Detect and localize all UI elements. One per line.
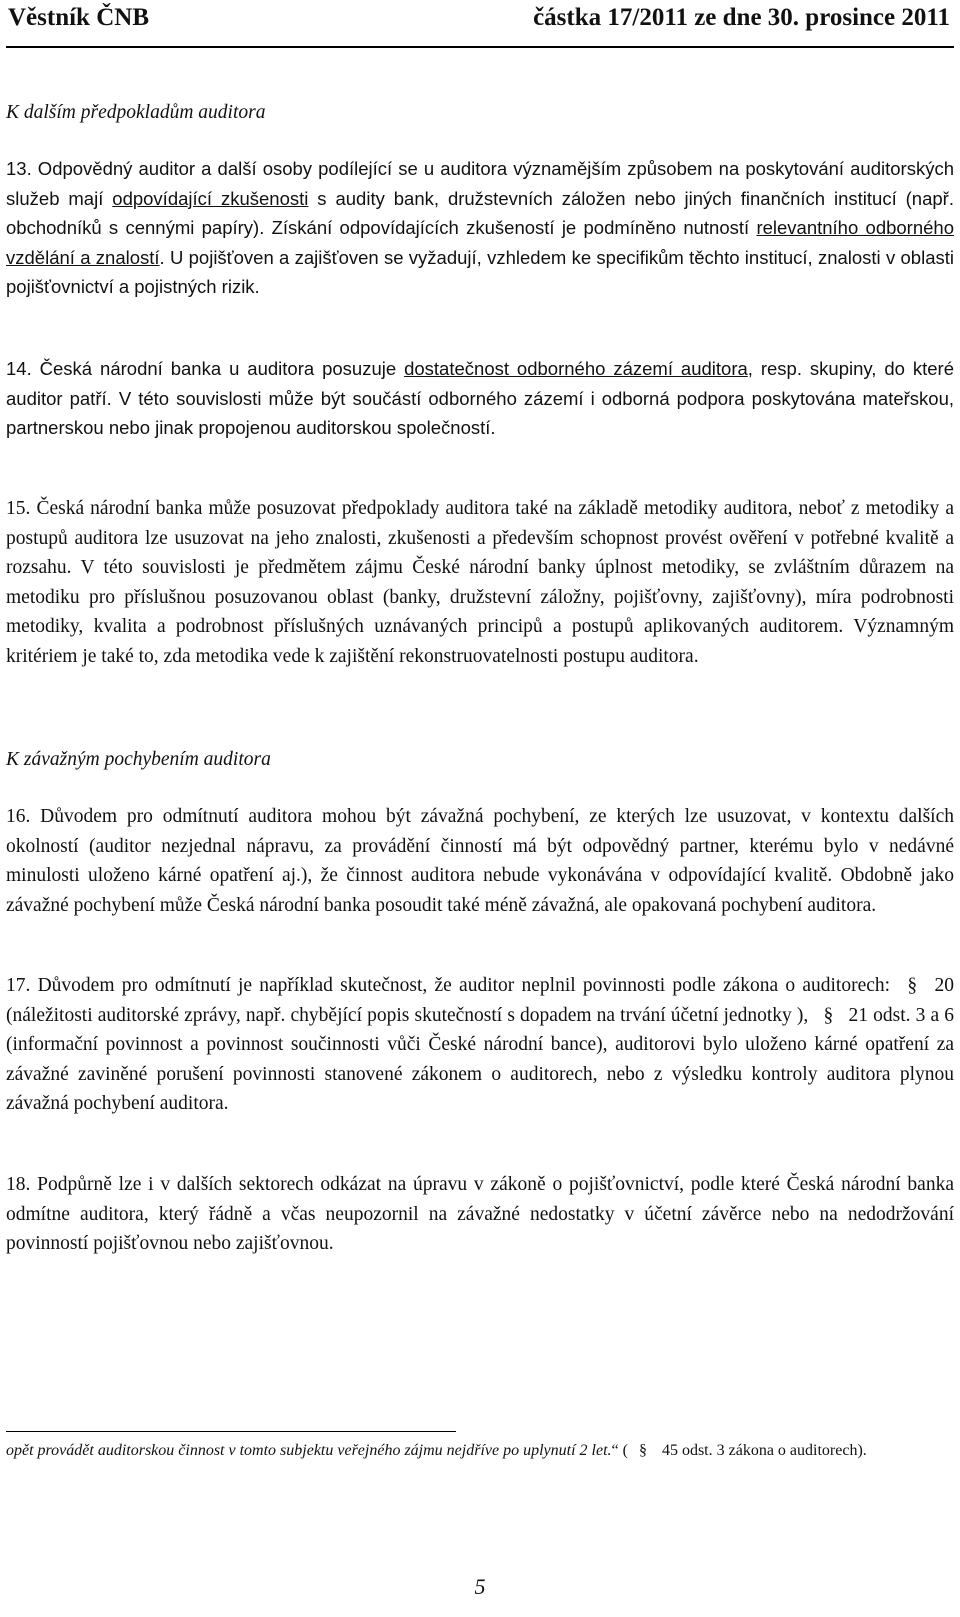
footnote-italic: opět provádět auditorskou činnost v tomto subjektu veřejného zájmu nejdříve po uplynutí 2 let. — [6, 1442, 612, 1459]
p17-text-2: 20 (náležitosti auditorské zprávy, např. chybějící popis skutečností s dopadem na trvání účetní jednotky ), — [6, 975, 954, 1026]
section-sign: § — [823, 1004, 834, 1026]
p13-text-3: Získání odpovídajících zkušeností je podmíněno nutností — [271, 217, 757, 238]
p14-text-1: 14. Česká národní banka u auditora posuzuje — [6, 358, 405, 379]
page-header — [6, 0, 954, 48]
paragraph-18: 18. Podpůrně lze i v dalších sektorech odkázat na úpravu v zákoně o pojišťovnictví, podle které Česká národní banka odmítne auditora, který řádně a včas neupozornil na závažné nedostatky v účetní závěrce nebo na nedodržování povinností pojišťovnou nebo zajišťovnou. — [6, 1174, 954, 1254]
issue-info: částka 17/2011 ze dne 30. prosince 2011 — [533, 4, 950, 31]
p14-underlined-1: dostatečnost odborného zázemí auditora — [404, 358, 748, 379]
section-sign: § — [907, 975, 918, 996]
footnote-text-1: “ ( — [611, 1442, 628, 1459]
paragraph-13 — [6, 154, 954, 302]
section-sign: § — [638, 1442, 647, 1459]
section-heading-prerequisites: K dalším předpokladům auditora — [6, 102, 266, 123]
p14-text-3: V této souvislosti může být součástí odborného zázemí i odborná podpora poskytována mateřskou, partnerskou nebo jinak propojenou auditorskou společností. — [6, 387, 954, 438]
p17-text-3: 21 odst. 3 a 6 (informační povinnost a povinnost součinnosti vůči České národní bance), auditorovi bylo uloženo kárné opatření za závažné zaviněné porušení povinnosti stanovené zákonem o auditorech, nebo z výsledku kontroly auditora plynou závažná pochybení auditora. — [6, 1004, 954, 1114]
journal-title: Věstník ČNB — [8, 4, 149, 31]
footnote-text-2: 45 odst. 3 zákona o auditorech). — [657, 1442, 867, 1459]
p13-underlined-2: relevantního odborného vzdělání a znalostí — [6, 217, 955, 268]
footnote-divider — [6, 1431, 456, 1432]
page-number: 5 — [474, 1574, 486, 1599]
paragraph-15: 15. Česká národní banka může posuzovat předpoklady auditora také na základě metodiky auditora, neboť z metodiky a postupů auditora lze usuzovat na jeho znalosti, zkušenosti a především schopnost provést ověření v potřebné kvalitě a rozsahu. V této souvislosti je předmětem zájmu České národní banky úplnost metodiky, se zvláštním důrazem na metodiku pro příslušnou posuzovanou oblast (banky, družstevní záložny, pojišťovny, zajišťovny), míra podrobnosti metodiky, kvalita a podrobnost příslušných uznávaných principů a postupů aplikovaných auditorem. Významným kritériem je také to, zda metodika vede k zajištění rekonstruovatelnosti postupu auditora. — [6, 498, 954, 667]
paragraph-14 — [6, 354, 954, 443]
p14-text-2: , resp. skupiny, do které auditor patří. — [6, 358, 955, 409]
p13-text-4: . U pojišťoven a zajišťoven se vyžadují, vzhledem ke specifikům těchto institucí, znalosti v oblasti pojišťovnictví a pojistných rizik. — [6, 246, 954, 297]
p17-text-1: 17. Důvodem pro odmítnutí je například skutečnost, že auditor neplnil povinnosti podle zákona o auditorech: — [6, 975, 898, 996]
p13-text-1: 13. Odpovědný auditor a další osoby podílející se u auditora významějším způsobem na poskytování auditorských služeb mají — [6, 158, 954, 209]
paragraph-16: 16. Důvodem pro odmítnutí auditora mohou být závažná pochybení, ze kterých lze usuzovat, v kontextu dalších okolností (auditor nezjednal nápravu, za provádění činností má být odpovědný partner, kterému bylo v nedávné minulosti uloženo kárné opatření aj.), že činnost auditora nebude vykonávána v odpovídající kvalitě. Obdobně jako závažné pochybení může Česká národní banka posoudit také méně závažná, ale opakovaná pochybení auditora. — [6, 806, 954, 916]
p13-text-2: s audity bank, družstevních záložen nebo jiných finančních institucí (např. obchodníků s cennými papíry). — [6, 187, 954, 238]
section-heading-errors: K závažným pochybením auditora — [6, 749, 271, 770]
paragraph-17 — [6, 971, 954, 1119]
footnote — [6, 1440, 936, 1462]
p13-underlined-1: odpovídající zkušenosti — [112, 187, 309, 209]
